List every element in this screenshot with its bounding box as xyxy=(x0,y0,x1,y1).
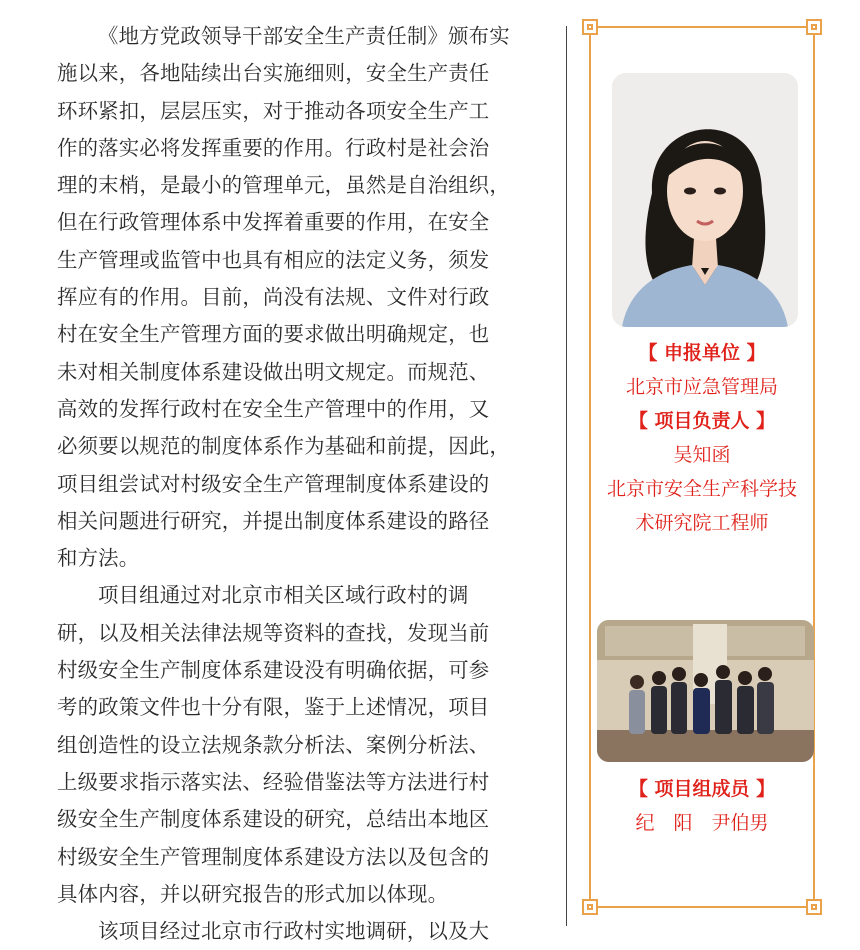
text-line: 相关问题进行研究，并提出制度体系建设的路径 xyxy=(57,508,490,533)
text-line: 上级要求指示落实法、经验借鉴法等方法进行村 xyxy=(57,769,490,794)
column-divider xyxy=(566,26,567,926)
team-info xyxy=(591,772,813,840)
text-line: 考的政策文件也十分有限，鉴于上述情况，项目 xyxy=(57,695,490,720)
frame-corner-ornament xyxy=(806,19,822,35)
text-line: 生产管理或监管中也具有相应的法定义务，须发 xyxy=(57,247,490,272)
paragraph-2 xyxy=(57,577,546,913)
text-line: 村在安全生产管理方面的要求做出明确规定，也 xyxy=(57,322,490,347)
leader-title-line2: 术研究院工程师 xyxy=(635,512,769,534)
text-line: 级安全生产制度体系建设的研究，总结出本地区 xyxy=(57,807,490,832)
text-line: 项目组通过对北京市相关区域行政村的调 xyxy=(98,583,469,608)
text-line: 《地方党政领导干部安全生产责任制》颁布实 xyxy=(98,24,510,48)
text-line: 研，以及相关法律法规等资料的查找，发现当前 xyxy=(57,620,490,645)
text-line: 施以来，各地陆续出台实施细则，安全生产责任 xyxy=(57,61,490,86)
applicant-value: 北京市应急管理局 xyxy=(625,376,778,398)
frame-corner-ornament xyxy=(582,899,598,915)
text-line: 挥应有的作用。目前，尚没有法规、文件对行政 xyxy=(57,285,490,310)
group-photo-illustration xyxy=(597,620,814,762)
article-body xyxy=(57,18,546,950)
team-group-photo xyxy=(597,620,814,762)
members-value: 纪 阳 尹伯男 xyxy=(635,812,769,834)
text-line: 项目组尝试对村级安全生产管理制度体系建设的 xyxy=(57,471,490,496)
members-label: 【 项目组成员 】 xyxy=(628,778,776,800)
applicant-label: 【 申报单位 】 xyxy=(638,342,766,364)
leader-portrait-photo xyxy=(612,73,798,327)
text-line: 该项目经过北京市行政村实地调研，以及大 xyxy=(98,919,490,944)
project-info xyxy=(591,336,813,540)
leader-name: 吴知函 xyxy=(673,444,731,466)
text-line: 未对相关制度体系建设做出明文规定。而规范、 xyxy=(57,359,490,384)
text-line: 和方法。 xyxy=(57,546,140,571)
text-line: 但在行政管理体系中发挥着重要的作用，在安全 xyxy=(57,210,490,235)
text-line: 理的末梢，是最小的管理单元，虽然是自治组织， xyxy=(57,173,510,198)
frame-corner-ornament xyxy=(806,899,822,915)
paragraph-3 xyxy=(57,913,546,950)
text-line: 组创造性的设立法规条款分析法、案例分析法、 xyxy=(57,732,490,757)
leader-title-line1: 北京市安全生产科学技 xyxy=(606,478,797,500)
paragraph-1 xyxy=(57,18,546,577)
text-line: 村级安全生产管理制度体系建设方法以及包含的 xyxy=(57,844,490,869)
text-line: 作的落实必将发挥重要的作用。行政村是社会治 xyxy=(57,135,490,160)
leader-label: 【 项目负责人 】 xyxy=(628,410,776,432)
portrait-illustration xyxy=(612,73,798,327)
frame-corner-ornament xyxy=(582,19,598,35)
text-line: 高效的发挥行政村在安全生产管理中的作用，又 xyxy=(57,396,490,421)
text-line: 环环紧扣，层层压实，对于推动各项安全生产工 xyxy=(57,98,490,123)
text-line: 必须要以规范的制度体系作为基础和前提，因此， xyxy=(57,434,510,459)
text-line: 具体内容，并以研究报告的形式加以体现。 xyxy=(57,881,449,906)
text-line: 村级安全生产制度体系建设没有明确依据，可参 xyxy=(57,658,490,683)
